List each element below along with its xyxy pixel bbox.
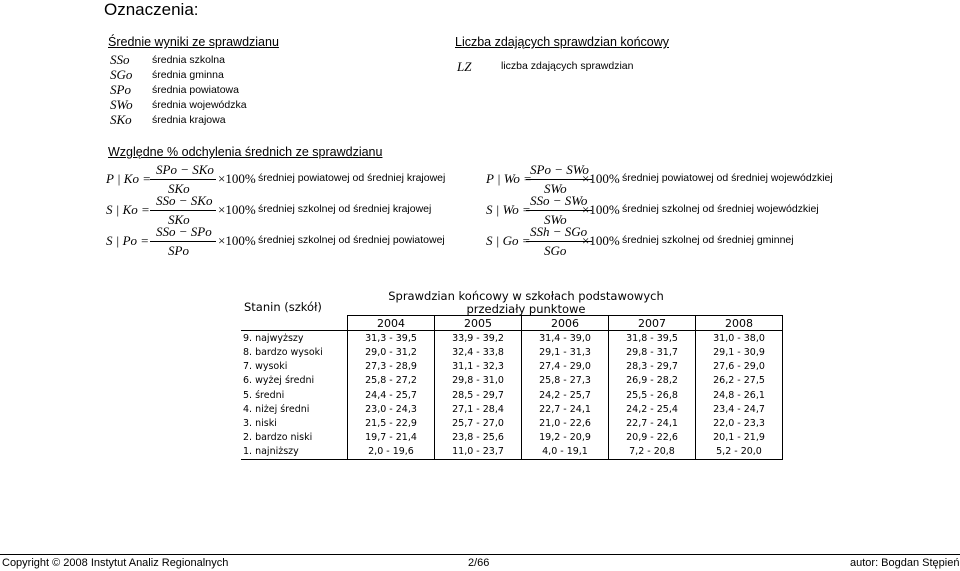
stanin-row-header: Stanin (szkół): [244, 300, 322, 314]
formula-desc: średniej szkolnej od średniej gminnej: [622, 234, 794, 246]
range-cell: 7,2 - 20,8: [609, 445, 696, 460]
formula-denominator: SWo: [544, 181, 567, 196]
range-cell: 29,1 - 31,3: [522, 345, 609, 359]
passing-abbr: LZ: [457, 59, 472, 74]
legend-abbr: SKo: [110, 112, 132, 127]
range-cell: 29,8 - 31,0: [435, 374, 522, 388]
fraction-bar: [150, 179, 216, 180]
range-cell: 19,7 - 21,4: [348, 431, 435, 445]
legend-desc: średnia szkolna: [152, 54, 225, 66]
table-row: [241, 431, 783, 445]
range-cell: 28,3 - 29,7: [609, 360, 696, 374]
table-subcaption: przedziały punktowe: [466, 302, 586, 316]
formula-desc: średniej szkolnej od średniej krajowej: [258, 203, 432, 215]
formula-numerator: SPo − SWo: [530, 162, 589, 177]
legend-desc: średnia wojewódzka: [152, 99, 247, 111]
range-cell: 20,1 - 21,9: [696, 431, 783, 445]
formula-lhs: S | Po =: [106, 233, 150, 248]
formula-p-wo: [486, 162, 846, 194]
table-row: [241, 345, 783, 359]
passing-title: Liczba zdających sprawdzian końcowy: [455, 35, 669, 49]
stanin-label: 4. niżej średni: [243, 403, 310, 415]
table-row: [241, 360, 783, 374]
range-cell: 23,8 - 25,6: [435, 431, 522, 445]
range-cell: 22,7 - 24,1: [522, 402, 609, 416]
legend-desc: średnia krajowa: [152, 114, 226, 126]
year-header: 2006: [522, 316, 609, 331]
range-cell: 31,1 - 32,3: [435, 360, 522, 374]
formula-numerator: SPo − SKo: [156, 162, 214, 177]
formula-lhs: S | Ko =: [106, 202, 150, 217]
range-cell: 32,4 - 33,8: [435, 345, 522, 359]
formula-lhs: S | Go =: [486, 233, 531, 248]
footer-copyright: Copyright © 2008 Instytut Analiz Regionalnych: [2, 557, 229, 569]
header-spacer: [241, 316, 348, 331]
stanin-label: 7. wysoki: [243, 361, 288, 373]
fraction-bar: [150, 210, 216, 211]
formula-multiplier: ×100%: [218, 233, 256, 248]
range-cell: 21,5 - 22,9: [348, 416, 435, 430]
formula-lhs: P | Ko =: [106, 171, 151, 186]
range-cell: 24,4 - 25,7: [348, 388, 435, 402]
footer-author: autor: Bogdan Stępień: [850, 557, 960, 569]
formula-s-wo: [486, 193, 846, 225]
formula-numerator: SSo − SKo: [156, 193, 213, 208]
range-cell: 22,7 - 24,1: [609, 416, 696, 430]
formula-denominator: SGo: [544, 243, 567, 258]
formula-multiplier: ×100%: [582, 171, 620, 186]
range-cell: 20,9 - 22,6: [609, 431, 696, 445]
stanin-table: [241, 315, 783, 460]
year-header: 2007: [609, 316, 696, 331]
formula-desc: średniej szkolnej od średniej wojewódzkiej: [622, 203, 819, 215]
formula-desc: średniej powiatowej od średniej wojewódzkiej: [622, 172, 833, 184]
table-caption: Sprawdzian końcowy w szkołach podstawowych: [388, 289, 664, 303]
formula-numerator: SSo − SPo: [156, 224, 212, 239]
stanin-label: 3. niski: [243, 417, 277, 429]
formula-multiplier: ×100%: [218, 202, 256, 217]
range-cell: 27,3 - 28,9: [348, 360, 435, 374]
range-cell: 25,7 - 27,0: [435, 416, 522, 430]
stanin-label: 2. bardzo niski: [243, 432, 313, 444]
formula-multiplier: ×100%: [582, 233, 620, 248]
range-cell: 29,8 - 31,7: [609, 345, 696, 359]
formula-denominator: SWo: [544, 212, 567, 227]
passing-desc: liczba zdających sprawdzian: [501, 60, 634, 72]
stanin-label: 8. bardzo wysoki: [243, 346, 323, 358]
table-row: [241, 402, 783, 416]
range-cell: 22,0 - 23,3: [696, 416, 783, 430]
range-cell: 27,6 - 29,0: [696, 360, 783, 374]
averages-title: Średnie wyniki ze sprawdzianu: [108, 35, 279, 49]
range-cell: 23,0 - 24,3: [348, 402, 435, 416]
footer-divider: [0, 554, 960, 555]
range-cell: 24,8 - 26,1: [696, 388, 783, 402]
range-cell: 26,2 - 27,5: [696, 374, 783, 388]
formula-lhs: S | Wo =: [486, 202, 531, 217]
table-row: [241, 331, 783, 346]
range-cell: 31,4 - 39,0: [522, 331, 609, 346]
formula-denominator: SKo: [168, 181, 190, 196]
formula-multiplier: ×100%: [582, 202, 620, 217]
formula-denominator: SPo: [168, 243, 189, 258]
range-cell: 29,0 - 31,2: [348, 345, 435, 359]
range-cell: 23,4 - 24,7: [696, 402, 783, 416]
range-cell: 28,5 - 29,7: [435, 388, 522, 402]
formula-multiplier: ×100%: [218, 171, 256, 186]
formula-denominator: SKo: [168, 212, 190, 227]
range-cell: 27,1 - 28,4: [435, 402, 522, 416]
table-row: [241, 374, 783, 388]
range-cell: 21,0 - 22,6: [522, 416, 609, 430]
formula-s-ko: [106, 193, 446, 225]
table-row: [241, 445, 783, 460]
stanin-label: 5. średni: [243, 389, 285, 401]
table-row: [241, 416, 783, 430]
fraction-bar: [150, 241, 216, 242]
relative-title: Względne % odchylenia średnich ze sprawdzianu: [108, 145, 383, 159]
legend-abbr: SGo: [110, 67, 133, 82]
legend-desc: średnia powiatowa: [152, 84, 239, 96]
stanin-label: 9. najwyższy: [241, 331, 348, 346]
footer-page-number: 2/66: [468, 557, 490, 569]
year-header: 2008: [696, 316, 783, 331]
range-cell: 25,8 - 27,2: [348, 374, 435, 388]
range-cell: 31,8 - 39,5: [609, 331, 696, 346]
legend-abbr: SSo: [110, 52, 130, 67]
formula-numerator: SSh − SGo: [530, 224, 588, 239]
range-cell: 26,9 - 28,2: [609, 374, 696, 388]
formula-numerator: SSo − SWo: [530, 193, 588, 208]
range-cell: 24,2 - 25,7: [522, 388, 609, 402]
stanin-label: 1. najniższy: [241, 445, 348, 460]
range-cell: 27,4 - 29,0: [522, 360, 609, 374]
range-cell: 11,0 - 23,7: [435, 445, 522, 460]
page-heading: Oznaczenia:: [104, 0, 199, 19]
formula-s-po: [106, 224, 446, 256]
formula-desc: średniej szkolnej od średniej powiatowej: [258, 234, 445, 246]
range-cell: 33,9 - 39,2: [435, 331, 522, 346]
legend-abbr: SWo: [110, 97, 133, 112]
formula-lhs: P | Wo =: [486, 171, 532, 186]
formula-s-go: [486, 224, 846, 256]
range-cell: 24,2 - 25,4: [609, 402, 696, 416]
range-cell: 31,0 - 38,0: [696, 331, 783, 346]
range-cell: 19,2 - 20,9: [522, 431, 609, 445]
year-header: 2005: [435, 316, 522, 331]
formula-desc: średniej powiatowej od średniej krajowej: [258, 172, 446, 184]
range-cell: 31,3 - 39,5: [348, 331, 435, 346]
range-cell: 29,1 - 30,9: [696, 345, 783, 359]
formula-p-ko: [106, 162, 446, 194]
range-cell: 25,8 - 27,3: [522, 374, 609, 388]
range-cell: 2,0 - 19,6: [348, 445, 435, 460]
legend-abbr: SPo: [110, 82, 131, 97]
table-row: [241, 388, 783, 402]
stanin-label: 6. wyżej średni: [243, 375, 315, 387]
range-cell: 4,0 - 19,1: [522, 445, 609, 460]
range-cell: 25,5 - 26,8: [609, 388, 696, 402]
legend-desc: średnia gminna: [152, 69, 224, 81]
year-header: 2004: [348, 316, 435, 331]
range-cell: 5,2 - 20,0: [696, 445, 783, 460]
